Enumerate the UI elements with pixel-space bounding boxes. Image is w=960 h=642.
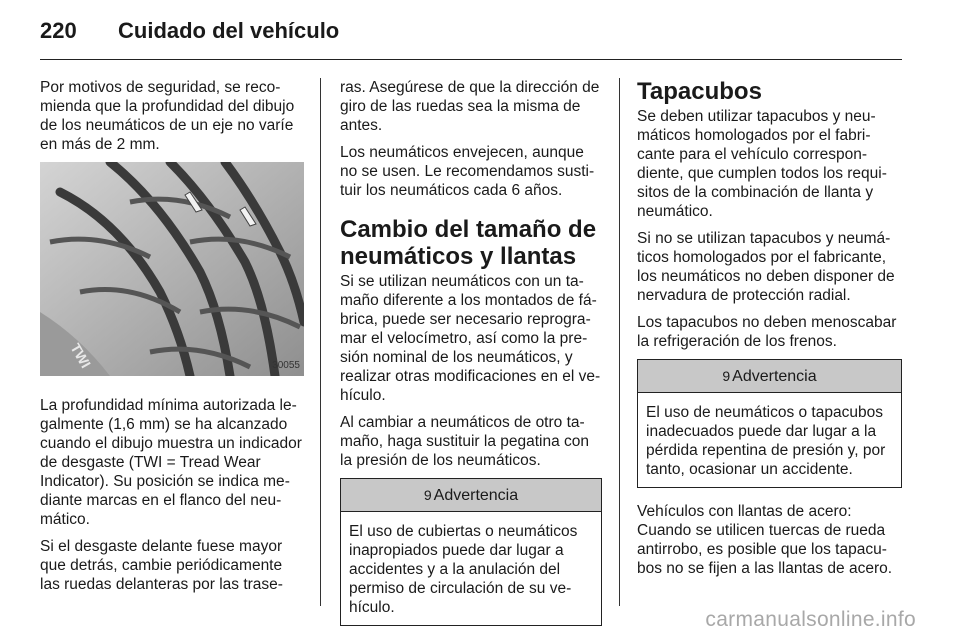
- page-number: 220: [40, 18, 77, 43]
- column-3: [637, 78, 902, 586]
- paragraph: Por motivos de seguridad, se recomienda que la profundidad del dibujo de los neumáticos de un eje no varíe en más de 2 mm.: [40, 79, 295, 153]
- figure-number: 30055: [272, 360, 300, 371]
- column-divider: [619, 78, 620, 606]
- warning-icon: 9: [722, 368, 731, 384]
- warning-label: Advertencia: [732, 368, 817, 385]
- paragraph: Si el desgaste delante fuese mayor que detrás, cambie periódicamente las ruedas delanteras por las trase-: [40, 538, 283, 593]
- section-heading: Cambio del tamaño de neumáticos y llantas: [340, 216, 597, 270]
- warning-body: El uso de neumáticos o tapacubos inadecuados puede dar lugar a la pérdida repentina de presión y, por tanto, ocasionar un accidente.: [646, 404, 886, 478]
- header-rule: [40, 59, 902, 60]
- paragraph: Al cambiar a neumáticos de otro tamaño, haga sustituir la pegatina con la presión de los neumáticos.: [340, 414, 590, 469]
- tire-tread-figure: [40, 162, 304, 376]
- watermark: carmanualsonline.info: [705, 608, 916, 631]
- paragraph: Si no se utilizan tapacubos y neumáticos homologados por el fabricante, los neumáticos no deben disponer de nervadura de protección radial.: [637, 230, 895, 304]
- warning-box: [637, 359, 902, 488]
- paragraph: La profundidad mínima autorizada legalmente (1,6 mm) se ha alcanzado cuando el dibujo muestra un indicador de desgaste (TWI = Tread Wear Indicator). Su posición se indica mediante marcas en el flanco del neumático.: [40, 397, 302, 528]
- column-divider: [320, 78, 321, 606]
- paragraph: Los neumáticos envejecen, aunque no se usen. Le recomendamos sustituir los neumáticos cada 6 años.: [340, 144, 595, 199]
- paragraph: Si se utilizan neumáticos con un tamaño diferente a los montados de fábrica, puede ser necesario reprogramar el velocímetro, así como la presión nominal de los neumáticos, y realizar otras modificaciones en el vehículo.: [340, 273, 601, 404]
- column-1: [40, 78, 304, 602]
- column-2: [340, 78, 602, 640]
- warning-title: [341, 479, 601, 512]
- page-header: [40, 18, 339, 44]
- tire-illustration: [40, 162, 304, 376]
- paragraph: Vehículos con llantas de acero: Cuando se utilicen tuercas de rueda antirrobo, es posible que los tapacubos no se fijen a las llantas de acero.: [637, 503, 893, 577]
- paragraph: Los tapacubos no deben menoscabar la refrigeración de los frenos.: [637, 314, 897, 350]
- warning-title: [638, 360, 901, 393]
- warning-icon: 9: [423, 487, 432, 503]
- paragraph: ras. Asegúrese de que la dirección de giro de las ruedas sea la misma de antes.: [340, 79, 600, 134]
- section-heading: Tapacubos: [637, 78, 762, 105]
- paragraph: Se deben utilizar tapacubos y neumáticos homologados por el fabricante para el vehículo correspondiente, que cumplen todos los requisitos de la combinación de llanta y neumático.: [637, 108, 887, 220]
- warning-body: El uso de cubiertas o neumáticos inapropiados puede dar lugar a accidentes y a la anulación del permiso de circulación de su vehículo.: [349, 523, 578, 616]
- page-title: Cuidado del vehículo: [118, 18, 340, 43]
- warning-label: Advertencia: [433, 487, 519, 504]
- warning-box: [340, 478, 602, 626]
- twi-marking: TWI: [67, 340, 95, 371]
